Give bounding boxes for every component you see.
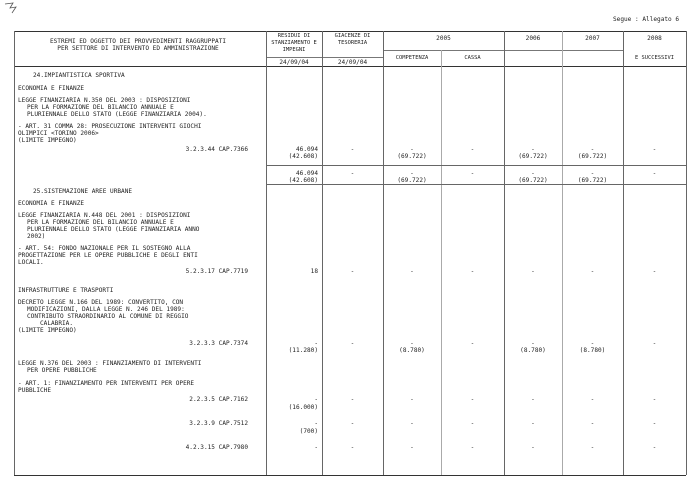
section-25-law2-2: MODIFICAZIONI, DALLA LEGGE N. 246 DEL 1989: (27, 306, 185, 313)
s25c-competenza: - (410, 396, 414, 403)
s25b-2007-bottom: (8.780) (579, 347, 606, 354)
s24-competenza-top: - (410, 146, 414, 153)
s25c-2007: - (590, 396, 595, 403)
section-25-law-2: PER LA FORMAZIONE DEL BILANCIO ANNUALE E (27, 219, 174, 226)
s25e-2007: - (590, 444, 595, 451)
s25c-2006: - (531, 396, 535, 403)
s25c-2008: - (652, 396, 657, 403)
section-24-cap: 3.2.3.44 CAP.7366 (185, 146, 248, 153)
s25e-competenza: - (410, 444, 414, 451)
s24-total-2007-top: - (590, 170, 595, 177)
section-24-art-1: - ART. 31 COMMA 28: PROSECUZIONE INTERVENTI GIOCHI (18, 123, 202, 130)
s25d-2008: - (652, 420, 657, 427)
s24-total-2006-bottom: (69.722) (518, 177, 548, 184)
section-25-cap-3a: 2.2.3.5 CAP.7162 (189, 396, 248, 403)
left-border (14, 31, 15, 475)
s24-2006-bottom: (69.722) (518, 153, 548, 160)
s24-total-competenza-bottom: (69.722) (397, 177, 427, 184)
section-25-law-1: LEGGE FINANZIARIA N.448 DEL 2001 : DISPOSIZIONI (18, 212, 191, 219)
s25b-2006-bottom: (8.780) (520, 347, 546, 354)
s24-cassa: - (470, 146, 475, 153)
competenza-rule (383, 50, 623, 51)
header-description-1: ESTREMI ED OGGETTO DEI PROVVEDIMENTI RAGGRUPPATI (49, 38, 227, 45)
s24-residui-top: 46.094 (295, 146, 318, 153)
s25e-2006: - (531, 444, 535, 451)
s24-2006-top: - (531, 146, 535, 153)
s25d-2007: - (590, 420, 595, 427)
s25c-giacenze: - (350, 396, 355, 403)
section-25-law2-5: (LIMITE IMPEGNO) (18, 327, 77, 334)
section-24-art-3: (LIMITE IMPEGNO) (18, 137, 77, 144)
s25d-competenza: - (410, 420, 414, 427)
section-25-cap-3c: 4.2.3.15 CAP.7980 (185, 444, 248, 451)
section-25-admin-2: INFRASTRUTTURE E TRASPORTI (18, 287, 114, 294)
section-24-law-3: PLURIENNALE DELLO STATO (LEGGE FINANZIARIA 2004). (27, 111, 207, 118)
col-sep-2008 (623, 31, 624, 475)
s24-total-2007-bottom: (69.722) (577, 177, 608, 184)
s25d-residui-top: - (314, 420, 318, 427)
s25b-competenza-bottom: (8.780) (399, 347, 425, 354)
s25e-giacenze: - (350, 444, 355, 451)
s25b-cassa: - (470, 340, 475, 347)
header-year-2005: 2005 (436, 35, 451, 42)
header-competenza: COMPETENZA (395, 55, 429, 61)
s24-total-2008: - (652, 170, 657, 177)
header-top-rule (14, 31, 686, 32)
s24-total-rule-bottom (266, 184, 686, 185)
header-year-2006: 2006 (525, 35, 541, 42)
section-25-art3-2: PUBBLICHE (18, 387, 52, 394)
corner-mark (4, 2, 20, 14)
s24-total-2006-top: - (531, 170, 535, 177)
page-bottom-rule (14, 475, 686, 476)
section-25-art-3: LOCALI. (18, 259, 44, 266)
s24-total-residui-bottom: (42.608) (288, 177, 318, 184)
subheader-rule (266, 57, 383, 58)
s25d-2006: - (531, 420, 535, 427)
s25d-residui-bottom: (700) (299, 428, 318, 435)
s25e-cassa: - (470, 444, 475, 451)
s25-2006: - (531, 268, 535, 275)
s25e-residui: - (314, 444, 318, 451)
s25b-2007-top: - (590, 340, 595, 347)
s25c-residui-bottom: (16.000) (288, 404, 318, 411)
header-year-2008: 2008 (647, 35, 662, 42)
section-25-law-4: 2002) (27, 233, 46, 240)
section-25-law-3: PLURIENNALE DELLO STATO (LEGGE FINANZIARIA ANNO (27, 226, 200, 233)
section-25-law2-4: CALABRIA. (40, 320, 74, 327)
section-25-cap-2: 3.2.3.3 CAP.7374 (189, 340, 248, 347)
section-25-law2-3: CONTRIBUTO STRAORDINARIO AL COMUNE DI REGGIO (27, 313, 189, 320)
section-25-title: 25.SISTEMAZIONE AREE URBANE (33, 188, 133, 195)
header-giacenze-1: GIACENZE DI (334, 33, 371, 39)
col-sep-2005 (383, 31, 384, 475)
section-24-admin: ECONOMIA E FINANZE (18, 85, 85, 92)
header-description-2: PER SETTORE DI INTERVENTO ED AMMINISTRAZIONE (57, 45, 219, 52)
section-25-art3-1: - ART. 1: FINANZIAMENTO PER INTERVENTI PER OPERE (18, 380, 195, 387)
header-successivi: E SUCCESSIVI (635, 55, 674, 61)
s24-total-rule-top (266, 165, 686, 166)
s25-cassa: - (470, 268, 475, 275)
header-bottom-rule (14, 66, 686, 67)
s25-2007: - (590, 268, 595, 275)
section-24-law-1: LEGGE FINANZIARIA N.350 DEL 2003 : DISPOSIZIONI (18, 97, 191, 104)
s25b-residui-top: - (314, 340, 318, 347)
col-sep-2007 (562, 31, 563, 475)
section-25-cap-3b: 3.2.3.9 CAP.7512 (189, 420, 248, 427)
section-25-law3-2: PER OPERE PUBBLICHE (27, 367, 97, 374)
s25d-giacenze: - (350, 420, 355, 427)
s25-residui: 18 (310, 268, 318, 275)
section-24-art-2: OLIMPICI <TORINO 2006> (18, 130, 99, 137)
s25-competenza: - (410, 268, 414, 275)
header-date-giacenze: 24/09/04 (337, 59, 368, 66)
s24-2007-bottom: (69.722) (577, 153, 608, 160)
header-cassa: CASSA (464, 55, 481, 61)
s24-total-cassa: - (470, 170, 475, 177)
section-25-admin: ECONOMIA E FINANZE (18, 200, 85, 207)
col-sep-2006 (504, 31, 505, 475)
s24-giacenze: - (350, 146, 355, 153)
s24-2007-top: - (590, 146, 595, 153)
section-25-law2-1: DECRETO LEGGE N.166 DEL 1989: CONVERTITO, CON (18, 299, 184, 306)
s25c-cassa: - (470, 396, 475, 403)
col-sep-cassa (441, 50, 442, 475)
section-25-law3-1: LEGGE N.376 DEL 2003 : FINANZIAMENTO DI INTERVENTI (18, 360, 202, 367)
header-date-residui: 24/09/04 (279, 59, 309, 66)
section-25-art-2: PROGETTAZIONE PER LE OPERE PUBBLICHE E DEGLI ENTI (18, 252, 198, 259)
s24-total-giacenze: - (350, 170, 355, 177)
header-residui-2: STANZIAMENTO E (271, 40, 317, 46)
header-year-2007: 2007 (585, 35, 600, 42)
s25b-giacenze: - (350, 340, 355, 347)
s24-2008: - (652, 146, 657, 153)
s24-competenza-bottom: (69.722) (397, 153, 427, 160)
segue-label: Segue : Allegato 6 (613, 16, 680, 23)
s25-giacenze: - (350, 268, 355, 275)
s25b-residui-bottom: (11.280) (288, 347, 318, 354)
s24-total-residui-top: 46.094 (295, 170, 318, 177)
section-24-title: 24.IMPIANTISTICA SPORTIVA (33, 72, 125, 79)
s25-2008: - (652, 268, 657, 275)
s24-residui-bottom: (42.608) (288, 153, 318, 160)
col-sep-giacenze (322, 31, 323, 475)
s24-total-competenza-top: - (410, 170, 414, 177)
s25b-2006-top: - (531, 340, 535, 347)
s25b-2008: - (652, 340, 657, 347)
section-25-art-1: - ART. 54: FONDO NAZIONALE PER IL SOSTEGNO ALLA (18, 245, 191, 252)
s25e-2008: - (652, 444, 657, 451)
header-residui-3: IMPEGNI (282, 47, 306, 53)
right-border (686, 31, 687, 475)
header-residui-1: RESIDUI DI (277, 33, 311, 39)
s25c-residui-top: - (314, 396, 318, 403)
section-25-cap: 5.2.3.17 CAP.7719 (185, 268, 248, 275)
section-24-law-2: PER LA FORMAZIONE DEL BILANCIO ANNUALE E (27, 104, 174, 111)
header-giacenze-2: TESORERIA (337, 40, 368, 46)
s25b-competenza-top: - (410, 340, 414, 347)
s25d-cassa: - (470, 420, 475, 427)
